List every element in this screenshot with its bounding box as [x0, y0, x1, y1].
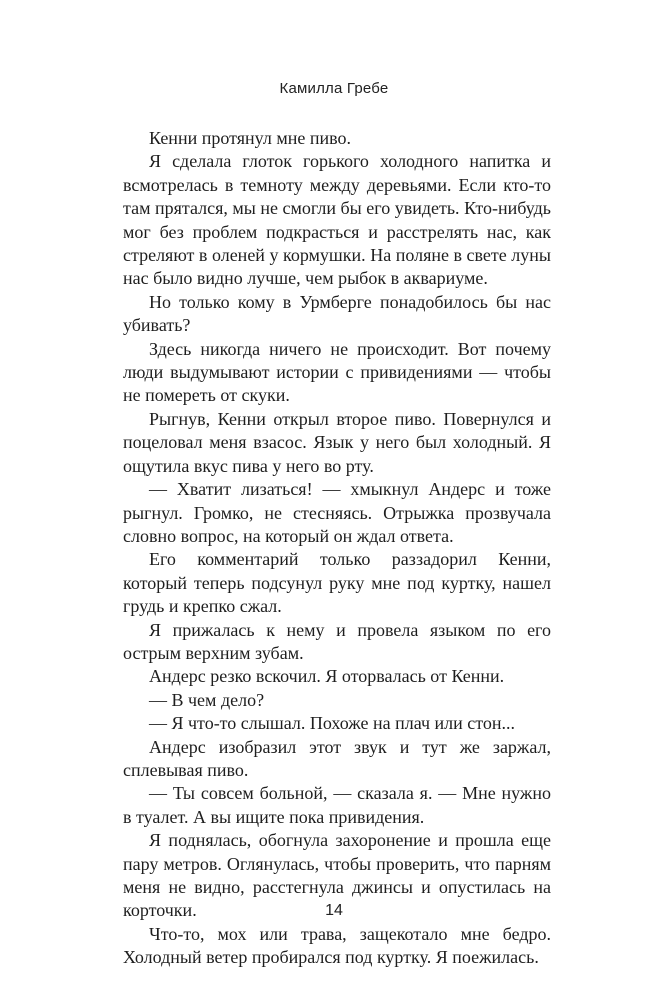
paragraph: Что-то, мох или трава, защекотало мне бедро. Холодный ветер пробирался под куртку. Я поежилась.: [123, 923, 551, 968]
paragraph: Андерс резко вскочил. Я оторвалась от Кенни.: [149, 666, 505, 687]
paragraph: Я прижалась к нему и провела языком по его острым верхним зубам.: [123, 619, 551, 663]
paragraph: — Ты совсем больной, — сказала я. — Мне нужно в туалет. А вы ищите пока привидения.: [123, 783, 551, 827]
running-header-author: Камилла Гребе: [279, 80, 389, 97]
paragraph: Кенни протянул мне пиво.: [149, 128, 351, 148]
paragraph: Здесь никогда ничего не происходит. Вот почему люди выдумывают истории с привидениями — чтобы не помереть от скуки.: [123, 338, 551, 406]
paragraph: Его комментарий только раззадорил Кенни, который теперь подсунул руку мне под куртку, нашел грудь и крепко сжал.: [123, 549, 551, 617]
paragraph: — Я что-то слышал. Похоже на плач или стон...: [149, 713, 516, 734]
paragraph: Рыгнув, Кенни открыл второе пиво. Повернулся и поцеловал меня взасос. Язык у него был холодный. Я ощутила вкус пива у него во рту.: [123, 408, 551, 476]
paragraph: — Хватит лизаться! — хмыкнул Андерс и тоже рыгнул. Громко, не стесняясь. Отрыжка прозвучала словно вопрос, на который он ждал ответа.: [123, 479, 551, 546]
paragraph: — В чем дело?: [149, 689, 265, 710]
paragraph: Андерс изобразил этот звук и тут же заржал, сплевывая пиво.: [123, 736, 551, 780]
paragraph: Я сделала глоток горького холодного напитка и всмотрелась в темноту между деревьями. Если кто-то там прятался, мы не смогли бы его увидеть. Кто-нибудь мог без проблем подкрасться и расстрелять нас, как стреляют в оленей у кормушки. На поляне в свете луны нас было видно лучше, чем рыбок в аквариуме.: [123, 151, 551, 289]
paragraph: Но только кому в Урмберге понадобилось бы нас убивать?: [123, 291, 551, 336]
paragraph: Я поднялась, обогнула захоронение и прошла еще пару метров. Оглянулась, чтобы проверить, что парням меня не видно, расстегнула джинсы и опустилась на корточки.: [123, 830, 551, 921]
body-text: [123, 127, 551, 970]
page-number: 14: [325, 902, 343, 919]
